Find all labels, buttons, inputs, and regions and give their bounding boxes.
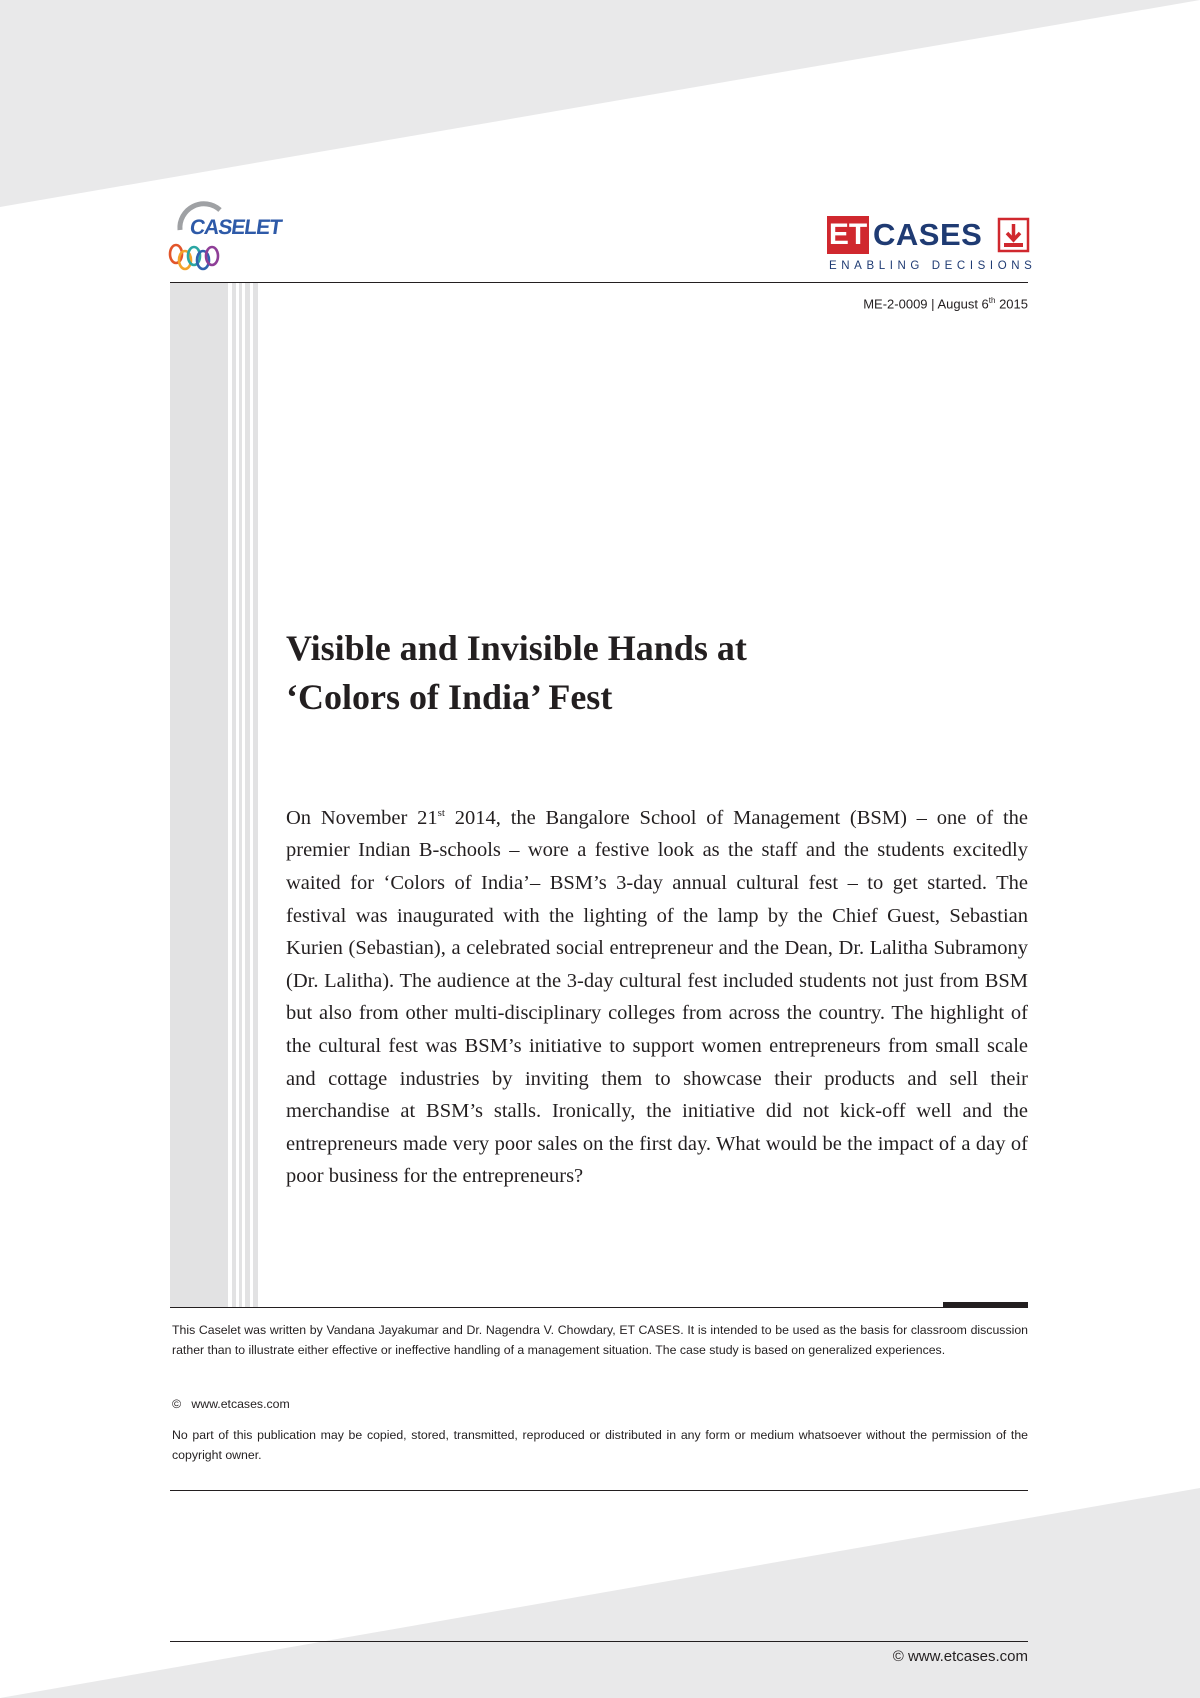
download-icon <box>997 217 1030 253</box>
caselet-logo-text: CASELET <box>188 216 283 239</box>
page-footer-url[interactable]: © www.etcases.com <box>892 1648 1028 1665</box>
footer-rule-accent <box>943 1302 1028 1308</box>
case-date: August 6 <box>937 296 989 312</box>
case-meta <box>863 296 1028 311</box>
case-summary <box>286 797 1028 1193</box>
et-cases-logo <box>827 216 1037 276</box>
footer-rule <box>170 1307 1028 1308</box>
caselet-logo <box>168 196 298 278</box>
copyright-line <box>172 1394 1028 1414</box>
summary-text: 2014, the Bangalore School of Management (BSM) – one of the premier Indian B-schools – wore a festive look as the staff and the students excitedly waited for ‘Colors of India’– BSM’s 3-day annual cultural fest – to get started. The festival was inaugurated with the lighting of the lamp by the Chief Guest, Sebastian Kurien (Sebastian), a celebrated social entrepreneur and the Dean, Dr. Lalitha Subramony (Dr. Lalitha). The audience at the 3-day cultural fest included students not just from BSM but also from other multi-disciplinary colleges from across the country. The highlight of the cultural fest was BSM’s initiative to support women entrepreneurs from small scale and cottage industries by inviting them to showcase their products and sell their merchandise at BSM’s stalls. Ironically, the initiative did not kick-off well and the entrepreneurs made very poor sales on the first day. What would be the impact of a day of poor business for the entrepreneurs? <box>286 806 1028 1188</box>
case-title-line-1: Visible and Invisible Hands at <box>286 628 747 668</box>
et-logo-box: ET <box>827 216 869 254</box>
rights-notice: No part of this publication may be copied, stored, transmitted, reproduced or distributed in any form or medium whatsoever without the permission of the copyright owner. <box>172 1428 1028 1462</box>
case-title-line-2: ‘Colors of India’ Fest <box>286 677 613 717</box>
copyright-url[interactable]: www.etcases.com <box>191 1397 290 1411</box>
meta-separator: | <box>931 296 935 312</box>
et-logo-cases: CASES <box>873 217 983 252</box>
case-year: 2015 <box>999 296 1028 312</box>
summary-opening: On November 21 <box>286 806 438 829</box>
page-footer-rule <box>170 1641 1028 1642</box>
header-rule <box>170 282 1028 283</box>
case-date-suffix: th <box>988 296 996 305</box>
et-logo-tagline: ENABLING DECISIONS <box>829 260 1037 272</box>
summary-date-suffix: st <box>437 807 445 819</box>
notice-end-rule <box>170 1490 1028 1491</box>
authorship-note: This Caselet was written by Vandana Jayakumar and Dr. Nagendra V. Chowdary, ET CASES. It is intended to be used as the basis for classroom discussion rather than to illustrate either effective or ineffective handling of a management situation. The case study is based on generalized experiences. <box>172 1323 1028 1357</box>
case-title <box>286 624 1006 722</box>
left-column-decoration <box>170 283 268 1307</box>
copyright-icon: © <box>172 1397 182 1411</box>
case-code: ME-2-0009 <box>863 296 928 312</box>
